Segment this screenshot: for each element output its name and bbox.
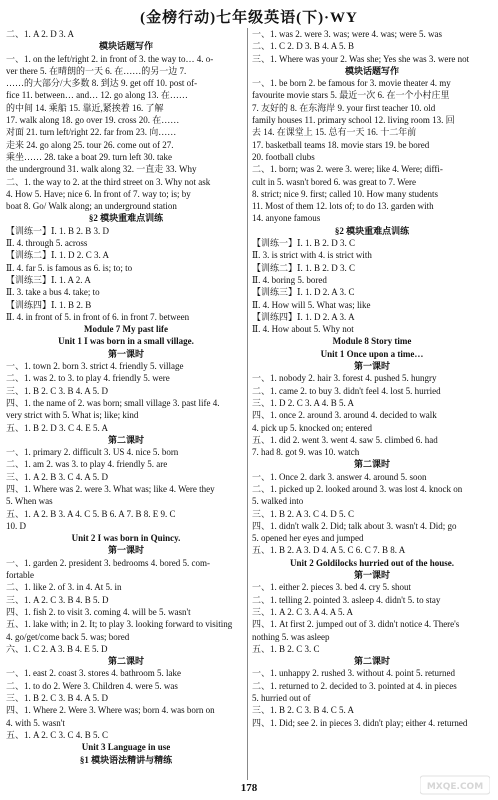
answer-line: 四、1. At first 2. jumped out of 3. didn't notice 4. There's <box>252 619 460 630</box>
answer-line: the underground 31. walk along 32. 一直走 33. Why <box>6 164 197 175</box>
section-heading: 模块话题写作 <box>98 41 153 52</box>
answer-line: 二、1. like 2. of 3. in 4. At 5. in <box>6 582 122 593</box>
answer-line: 一、1. east 2. coast 3. stores 4. bathroom 5. lake <box>6 668 181 679</box>
answer-line: cult in 5. wasn't bored 6. was great to 7. Were <box>252 176 416 187</box>
answer-line: 20. football clubs <box>252 151 315 162</box>
answer-line: 的中间 14. 乘船 15. 靠近,紧挨着 16. 了解 <box>6 102 164 113</box>
answer-line: Ⅱ. 3. is strict with 4. is strict with <box>252 250 372 261</box>
section-heading: 模块话题写作 <box>344 65 399 76</box>
answer-line: Ⅱ. 4. How about 5. Why not <box>252 324 354 335</box>
right-column <box>252 28 492 729</box>
answer-line: 二、1. the way to 2. at the third street on 3. Why not ask <box>6 176 211 187</box>
answer-line: 7. 友好的 8. 在东海岸 9. your first teacher 10. old <box>252 102 436 113</box>
answer-line: Ⅱ. 4. through 5. across <box>6 238 88 249</box>
answer-line: 一、1. town 2. born 3. strict 4. friendly 5. village <box>6 361 184 372</box>
answer-line: 【训练一】Ⅰ. 1. B 2. B 3. D <box>6 225 110 236</box>
answer-line: 二、1. returned to 2. decided to 3. pointed at 4. in pieces <box>252 680 457 691</box>
section-heading: Unit 1 I was born in a small village. <box>58 336 194 347</box>
answer-line: 四、1. the name of 2. was born; small village 3. past life 4. <box>6 397 220 408</box>
section-heading: §2 模块重难点训练 <box>334 225 410 236</box>
section-heading: §2 模块重难点训练 <box>88 213 164 224</box>
answer-line: 一、1. unhappy 2. rushed 3. without 4. point 5. returned <box>252 668 455 679</box>
page-number: 178 <box>240 782 258 794</box>
answer-line: 5. opened her eyes and jumped <box>252 533 364 544</box>
section-heading: §1 模块语法精讲与精练 <box>79 754 173 765</box>
answer-line: 【训练四】Ⅰ. 1. D 2. A 3. A <box>252 311 355 322</box>
answer-line: 二、1. A 2. D 3. A <box>6 29 75 39</box>
answer-line: 三、1. B 2. A 3. C 4. D 5. C <box>252 508 355 519</box>
answer-line: 一、1. either 2. pieces 3. bed 4. cry 5. shout <box>252 582 411 593</box>
answer-line: 一、1. was 2. were 3. was; were 4. was; were 5. was <box>252 29 442 39</box>
answer-line: fice 11. between… and… 12. go along 13. 在…… <box>6 90 188 101</box>
answer-line: 二、1. was 2. to 3. to play 4. friendly 5. were <box>6 373 170 384</box>
answer-line: 14. anyone famous <box>252 213 321 224</box>
answer-line: Ⅱ. 3. take a bus 4. take; to <box>6 287 100 298</box>
answer-line: 【训练二】Ⅰ. 1. B 2. D 3. C <box>252 262 356 273</box>
section-heading: 第二课时 <box>107 434 144 445</box>
answer-line: fortable <box>6 570 34 581</box>
answer-line: 五、1. B 2. C 3. C <box>252 643 320 654</box>
answer-line: 五、1. A 2. B 3. A 4. C 5. B 6. A 7. B 8. E 9. C <box>6 508 176 519</box>
watermark-logo <box>420 774 490 796</box>
answer-line: 【训练三】Ⅰ. 1. D 2. A 3. C <box>252 287 355 298</box>
answer-line: 走来 24. go along 25. tour 26. come out of 27. <box>6 139 174 150</box>
answer-line: 三、1. Where was your 2. Was she; Yes she was 3. were not <box>252 53 470 64</box>
answer-line: 8. strict; nice 9. first; called 10. How many students <box>252 188 438 199</box>
answer-line: 二、1. born; was 2. were 3. were; like 4. Were; diffi- <box>252 164 443 175</box>
answer-line: 二、1. picked up 2. looked around 3. was lost 4. knock on <box>252 483 463 494</box>
answer-line: 四、1. Where was 2. were 3. What was; like 4. Were they <box>6 483 215 494</box>
answer-line: 乘坐…… 28. take a boat 29. turn left 30. take <box>6 151 172 162</box>
left-column <box>6 28 246 766</box>
answer-line: nothing 5. was asleep <box>252 631 330 642</box>
answer-line: 【训练一】Ⅰ. 1. B 2. D 3. C <box>252 238 356 249</box>
answer-line: Ⅱ. 4. in front of 5. in front of 6. in front 7. between <box>6 311 190 322</box>
section-heading: Module 7 My past life <box>84 324 168 335</box>
section-heading: 第二课时 <box>353 459 390 470</box>
answer-line: 二、1. to do 2. Were 3. Children 4. were 5. was <box>6 680 178 691</box>
answer-line: 二、1. am 2. was 3. to play 4. friendly 5. are <box>6 459 168 470</box>
answer-line: 【训练二】Ⅰ. 1. D 2. C 3. A <box>6 250 110 261</box>
answer-line: 【训练四】Ⅰ. 1. B 2. B <box>6 299 92 310</box>
answer-line: ver there 5. 在晴朗的一天 6. 在……的另一边 7. <box>6 65 187 76</box>
answer-line: 五、1. A 2. C 3. C 4. B 5. C <box>6 729 109 740</box>
section-heading: Module 8 Story time <box>332 336 412 347</box>
svg-text:MXQE.COM: MXQE.COM <box>426 782 484 792</box>
answer-line: 17. basketball teams 18. movie stars 19. be bored <box>252 139 430 150</box>
answer-line: 4. pick up 5. knocked on; entered <box>252 422 372 433</box>
answer-line: 三、1. A 2. C 3. A 4. A 5. A <box>252 606 354 617</box>
answer-line: 10. D <box>6 520 26 531</box>
answer-line: 三、1. B 2. C 3. B 4. C 5. A <box>252 705 355 716</box>
answer-line: 四、1. Where 2. Were 3. Where was; born 4. was born on <box>6 705 215 716</box>
answer-line: boat 8. Go/ Walk along; an underground station <box>6 201 177 212</box>
answer-line: 一、1. be born 2. be famous for 3. movie theater 4. my <box>252 78 451 89</box>
answer-line: 四、1. didn't walk 2. Did; talk about 3. wasn't 4. Did; go <box>252 520 457 531</box>
answer-line: 一、1. on the left/right 2. in front of 3. the way to… 4. o- <box>6 53 214 64</box>
answer-line: 二、1. C 2. D 3. B 4. A 5. B <box>252 41 355 52</box>
answer-line: favourite movie stars 5. 最近一次 6. 在一个小村庄里 <box>252 90 450 101</box>
answer-line: 五、1. lake with; in 2. It; to play 3. looking forward to visiting <box>6 619 233 630</box>
answer-line: 三、1. B 2. C 3. B 4. A 5. D <box>6 693 109 704</box>
answer-line: 17. walk along 18. go over 19. cross 20. 在…… <box>6 115 180 126</box>
answer-line: 一、1. Once 2. dark 3. answer 4. around 5. soon <box>252 471 427 482</box>
answer-line: 五、1. B 2. A 3. D 4. A 5. C 6. C 7. B 8. A <box>252 545 406 556</box>
answer-line: 5. hurried out of <box>252 693 311 704</box>
section-heading: 第一课时 <box>107 545 144 556</box>
column-divider <box>247 28 248 780</box>
answer-line: 六、1. C 2. A 3. B 4. E 5. D <box>6 643 108 654</box>
answer-line: 5. When was <box>6 496 53 507</box>
answer-line: 11. Most of them 12. lots of; to do 13. garden with <box>252 201 434 212</box>
answer-line: 4. How 5. Have; nice 6. In front of 7. way to; is; by <box>6 188 191 199</box>
section-heading: Unit 2 I was born in Quincy. <box>71 533 181 544</box>
section-heading: Unit 2 Goldilocks hurried out of the house. <box>289 557 455 568</box>
answer-line: 去 14. 在课堂上 15. 总有一天 16. 十二年前 <box>252 127 417 138</box>
answer-line: Ⅱ. 4. How will 5. What was; like <box>252 299 371 310</box>
page-title: (金榜行动)七年级英语(下)·WY <box>140 10 358 26</box>
answer-line: very strict with 5. What is; like; kind <box>6 410 139 421</box>
answer-line: 对面 21. turn left/right 22. far from 23. 向…… <box>6 127 177 138</box>
answer-line: 三、1. A 2. C 3. B 4. B 5. D <box>6 594 109 605</box>
answer-line: 4. with 5. wasn't <box>6 717 65 728</box>
answer-line: 四、1. once 2. around 3. around 4. decided to walk <box>252 410 437 421</box>
answer-line: 一、1. nobody 2. hair 3. forest 4. pushed 5. hungry <box>252 373 437 384</box>
answer-line: 二、1. telling 2. pointed 3. asleep 4. didn't 5. to stay <box>252 594 441 605</box>
answer-line: ……的大部分/大多数 8. 到达 9. get off 10. post of- <box>6 78 198 89</box>
answer-line: 五、1. B 2. D 3. C 4. E 5. A <box>6 422 109 433</box>
answer-line: 三、1. A 2. B 3. C 4. A 5. D <box>6 471 109 482</box>
answer-line: 三、1. D 2. C 3. A 4. B 5. A <box>252 397 355 408</box>
answer-line: 二、1. came 2. to buy 3. didn't feel 4. lost 5. hurried <box>252 385 441 396</box>
answer-line: Ⅱ. 4. boring 5. bored <box>252 274 327 285</box>
answer-line: 7. had 8. got 9. was 10. watch <box>252 447 360 458</box>
answer-line: 【训练三】Ⅰ. 1. A 2. A <box>6 274 91 285</box>
answer-line: 一、1. garden 2. president 3. bedrooms 4. bored 5. com- <box>6 557 210 568</box>
section-heading: 第二课时 <box>107 656 144 667</box>
answer-line: 4. go/get/come back 5. was; bored <box>6 631 130 642</box>
answer-line: 一、1. primary 2. difficult 3. US 4. nice 5. born <box>6 447 179 458</box>
answer-line: 四、1. fish 2. to visit 3. coming 4. will be 5. wasn't <box>6 606 191 617</box>
section-heading: Unit 3 Language in use <box>81 742 171 753</box>
answer-line: 五、1. did 2. went 3. went 4. saw 5. climbed 6. had <box>252 434 438 445</box>
section-heading: Unit 1 Once upon a time… <box>320 348 424 359</box>
answer-line: 5. walked into <box>252 496 304 507</box>
answer-line: 四、1. Did; see 2. in pieces 3. didn't play; either 4. returned <box>252 717 468 728</box>
section-heading: 第一课时 <box>107 348 144 359</box>
answer-line: family houses 11. primary school 12. living room 13. 回 <box>252 115 455 126</box>
answer-line: 三、1. B 2. C 3. B 4. A 5. D <box>6 385 109 396</box>
section-heading: 第一课时 <box>353 570 390 581</box>
answer-line: Ⅱ. 4. far 5. is famous as 6. is; to; to <box>6 262 133 273</box>
section-heading: 第一课时 <box>353 361 390 372</box>
section-heading: 第二课时 <box>353 656 390 667</box>
